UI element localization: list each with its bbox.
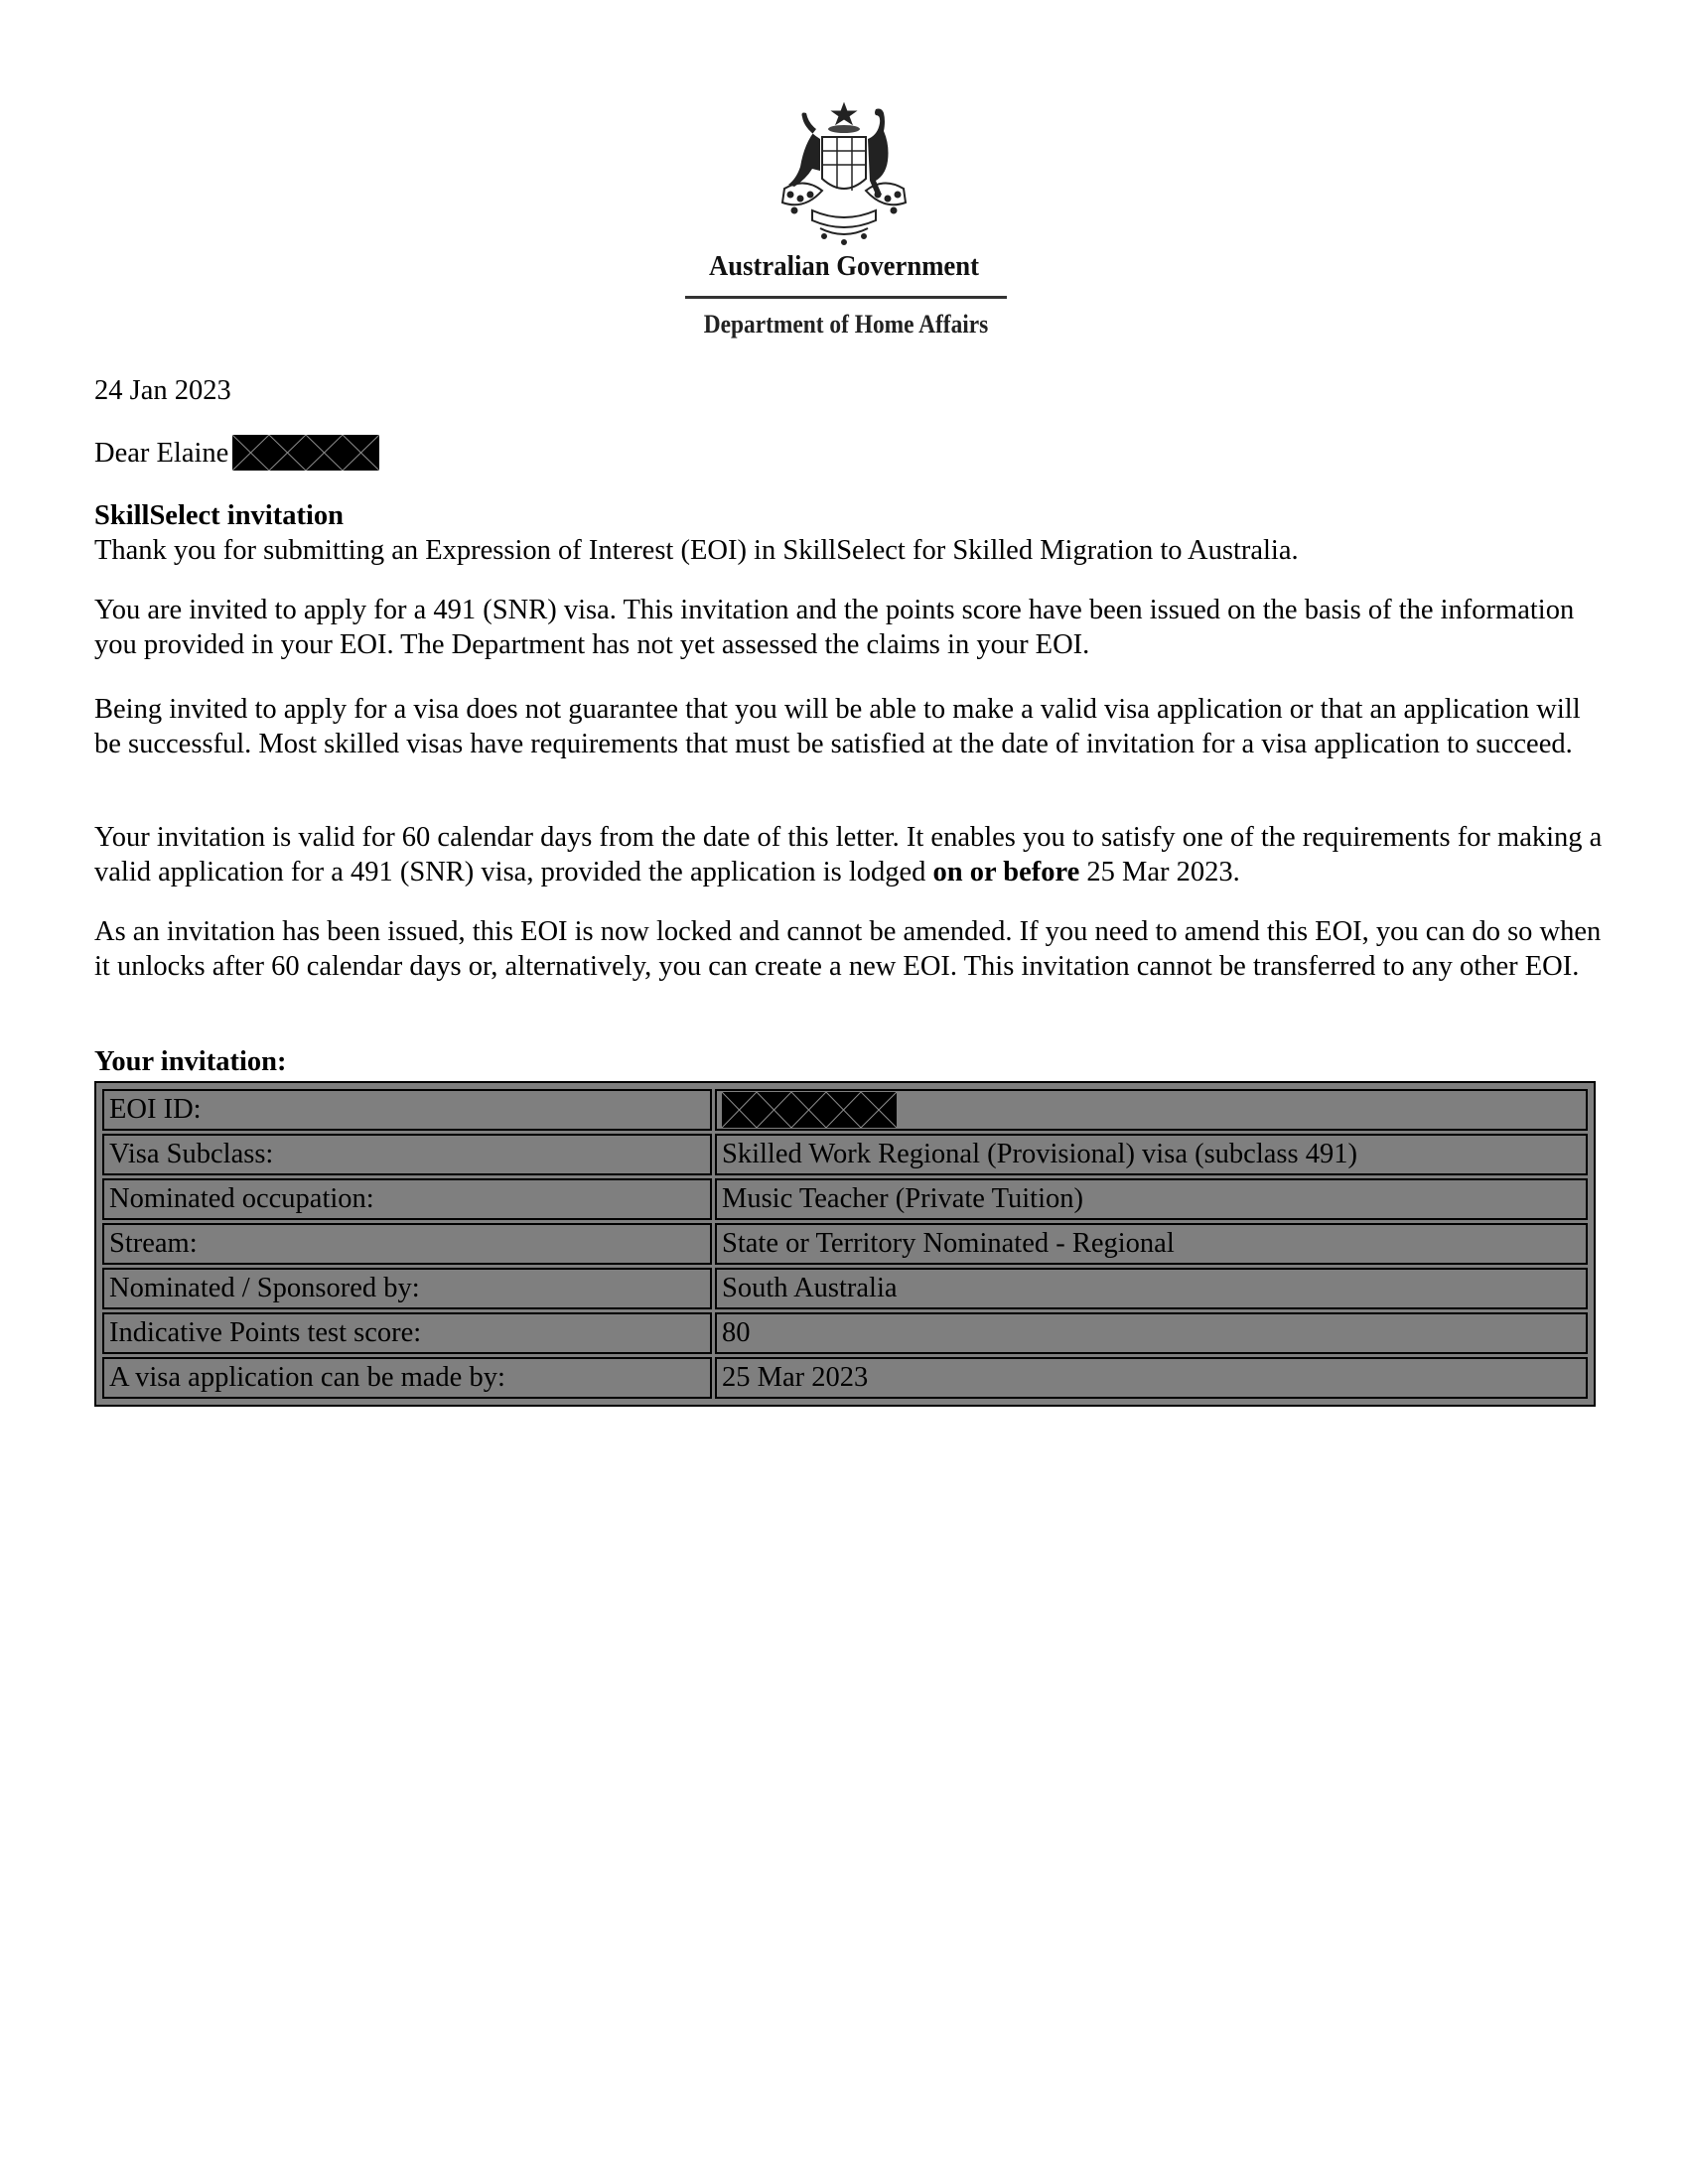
letter-date: 24 Jan 2023 [94,375,231,406]
table-value-cell [715,1089,1588,1131]
salutation [94,437,1604,473]
table-row [102,1223,1588,1265]
guarantee-paragraph: Being invited to apply for a visa does not guarantee that you will be able to make a valid visa application or that an application will be successful. Most skilled visas have requirements that must be satisfied at the date of invitation for a visa application to succeed. [94,694,1581,759]
locked-paragraph: As an invitation has been issued, this EOI is now locked and cannot be amended. If you need to amend this EOI, you can do so when it unlocks after 60 calendar days or, alternatively, you can create a new EOI. This invitation cannot be transferred to any other EOI. [94,916,1602,982]
table-label-cell: Nominated / Sponsored by: [102,1268,712,1309]
government-name: Australian Government [709,250,979,282]
table-label-cell: Nominated occupation: [102,1178,712,1220]
letter-heading: SkillSelect invitation [94,500,344,531]
redacted-eoi-id [722,1092,897,1128]
invitation-table [94,1081,1596,1407]
table-row [102,1089,1588,1131]
validity-paragraph [94,821,1604,889]
coat-of-arms-logo [765,99,923,248]
validity-text-end: 25 Mar 2023. [1079,856,1240,887]
validity-text-bold: on or before [932,856,1080,887]
intro-section [94,499,1604,568]
table-value-cell: State or Territory Nominated - Regional [715,1223,1588,1265]
table-row [102,1178,1588,1220]
table-row [102,1357,1588,1399]
table-value-cell: 80 [715,1312,1588,1354]
invitation-heading: Your invitation: [94,1046,287,1077]
department-name: Department of Home Affairs [703,310,989,339]
table-value-cell: 25 Mar 2023 [715,1357,1588,1399]
table-value-cell: Music Teacher (Private Tuition) [715,1178,1588,1220]
header-divider [685,296,1007,299]
invited-paragraph: You are invited to apply for a 491 (SNR) visa. This invitation and the points score have been issued on the basis of the information you provided in your EOI. The Department has not yet assessed the claims in your EOI. [94,595,1575,660]
validity-text-start: Your invitation is valid for 60 calendar days from the date of this letter. It enables you to satisfy one of the requirements for making a valid application for a 491 (SNR) visa, provided the application is lodged [94,822,1603,887]
table-label-cell: Indicative Points test score: [102,1312,712,1354]
table-label-cell: Visa Subclass: [102,1134,712,1175]
table-row [102,1134,1588,1175]
table-value-cell: Skilled Work Regional (Provisional) visa (subclass 491) [715,1134,1588,1175]
table-label-cell: EOI ID: [102,1089,712,1131]
redacted-surname [232,435,379,471]
table-row [102,1312,1588,1354]
table-row [102,1268,1588,1309]
intro-paragraph: Thank you for submitting an Expression of Interest (EOI) in SkillSelect for Skilled Migration to Australia. [94,534,1299,566]
table-value-cell: South Australia [715,1268,1588,1309]
salutation-text: Dear Elaine [94,438,229,469]
table-label-cell: A visa application can be made by: [102,1357,712,1399]
table-label-cell: Stream: [102,1223,712,1265]
